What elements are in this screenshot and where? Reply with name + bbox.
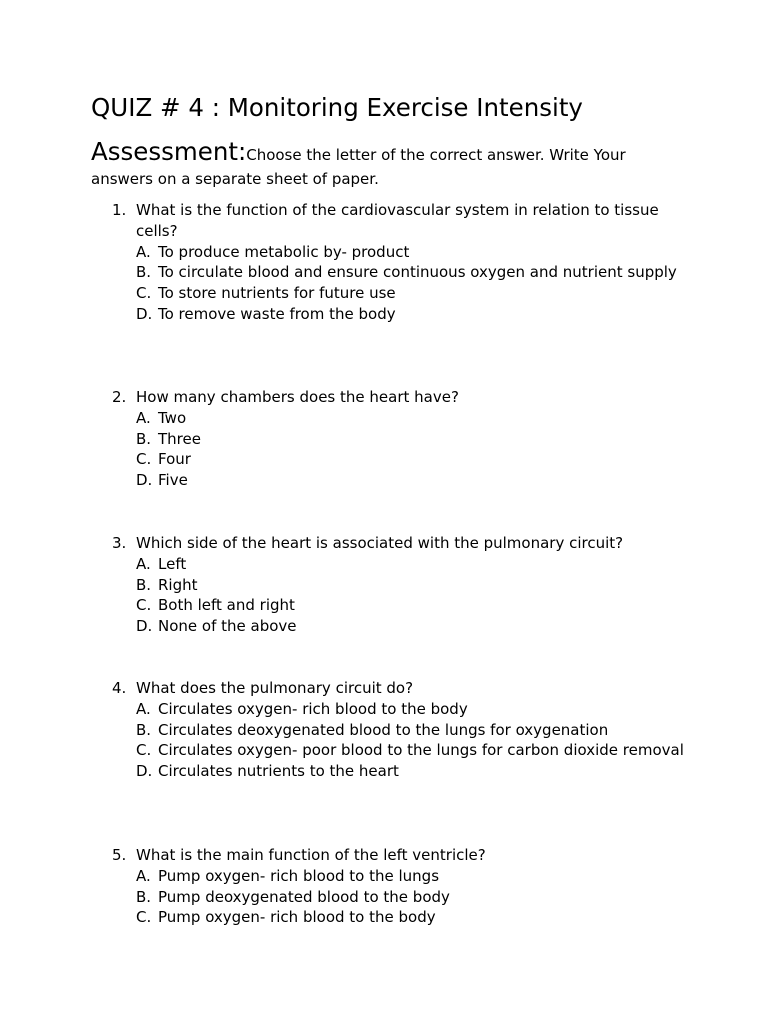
- option-1c: [91, 283, 691, 304]
- option-letter: A.: [136, 408, 151, 427]
- option-3a: [91, 554, 691, 575]
- option-5a: [91, 866, 691, 887]
- option-4a: [91, 699, 691, 720]
- question-number: 3.: [112, 534, 127, 552]
- option-text: Left: [158, 554, 187, 573]
- option-2c: [91, 449, 691, 470]
- option-text: Pump oxygen- rich blood to the lungs: [158, 866, 440, 885]
- option-3d: [91, 616, 691, 637]
- question-4-stem: [91, 678, 691, 699]
- option-2b: [91, 429, 691, 450]
- option-letter: B.: [136, 720, 152, 739]
- option-letter: A.: [136, 866, 151, 885]
- option-4c: [91, 740, 691, 761]
- option-text: Four: [158, 450, 191, 469]
- question-3: [91, 533, 691, 637]
- option-text: Pump oxygen- rich blood to the body: [158, 908, 436, 927]
- option-text: To circulate blood and ensure continuous oxygen and nutrient supply: [158, 263, 677, 282]
- question-text: What is the main function of the left ventricle?: [136, 846, 486, 864]
- option-letter: D.: [136, 471, 153, 490]
- option-text: To remove waste from the body: [158, 304, 396, 323]
- option-text: To produce metabolic by- product: [158, 242, 410, 261]
- question-5-stem: [91, 845, 691, 866]
- option-letter: D.: [136, 617, 153, 636]
- question-1-stem: [91, 200, 691, 242]
- option-text: Two: [158, 408, 187, 427]
- question-4: [91, 678, 691, 782]
- question-text: What is the function of the cardiovascular system in relation to tissue cells?: [136, 201, 659, 240]
- option-3c: [91, 595, 691, 616]
- question-2-stem: [91, 387, 691, 408]
- option-letter: D.: [136, 304, 153, 323]
- option-letter: B.: [136, 429, 152, 448]
- option-text: To store nutrients for future use: [158, 284, 396, 303]
- question-2: [91, 387, 691, 491]
- option-text: Pump deoxygenated blood to the body: [158, 887, 450, 906]
- assessment-label: Assessment:: [91, 137, 247, 166]
- option-text: Three: [158, 429, 201, 448]
- question-text: How many chambers does the heart have?: [136, 388, 459, 406]
- question-5: [91, 845, 691, 928]
- option-letter: C.: [136, 741, 152, 760]
- option-letter: C.: [136, 908, 152, 927]
- option-2d: [91, 470, 691, 491]
- option-4b: [91, 720, 691, 741]
- option-2a: [91, 408, 691, 429]
- question-number: 2.: [112, 388, 127, 406]
- assessment-text: Choose the letter of the correct answer. Write Your answers on a separate sheet of paper.: [91, 146, 626, 188]
- option-text: Circulates oxygen- poor blood to the lungs for carbon dioxide removal: [158, 741, 684, 760]
- option-1a: [91, 242, 691, 263]
- option-text: Five: [158, 471, 188, 490]
- question-text: What does the pulmonary circuit do?: [136, 679, 414, 697]
- question-number: 1.: [112, 201, 127, 219]
- option-text: None of the above: [158, 617, 297, 636]
- option-1b: [91, 262, 691, 283]
- assessment-instructions: [91, 137, 666, 191]
- question-1: [91, 200, 691, 325]
- option-text: Both left and right: [158, 596, 295, 615]
- option-letter: C.: [136, 450, 152, 469]
- option-5b: [91, 887, 691, 908]
- option-text: Circulates deoxygenated blood to the lungs for oxygenation: [158, 720, 609, 739]
- option-text: Right: [158, 575, 198, 594]
- question-text: Which side of the heart is associated with the pulmonary circuit?: [136, 534, 624, 552]
- option-3b: [91, 575, 691, 596]
- option-text: Circulates oxygen- rich blood to the body: [158, 699, 468, 718]
- option-letter: B.: [136, 887, 152, 906]
- option-letter: C.: [136, 596, 152, 615]
- option-letter: B.: [136, 575, 152, 594]
- option-4d: [91, 761, 691, 782]
- option-letter: A.: [136, 699, 151, 718]
- quiz-title: QUIZ # 4 : Monitoring Exercise Intensity: [91, 93, 583, 122]
- option-1d: [91, 304, 691, 325]
- option-letter: D.: [136, 762, 153, 781]
- option-letter: B.: [136, 263, 152, 282]
- option-letter: A.: [136, 242, 151, 261]
- question-number: 5.: [112, 846, 127, 864]
- option-5c: [91, 907, 691, 928]
- option-letter: A.: [136, 554, 151, 573]
- option-text: Circulates nutrients to the heart: [158, 762, 399, 781]
- question-3-stem: [91, 533, 691, 554]
- question-number: 4.: [112, 679, 127, 697]
- option-letter: C.: [136, 284, 152, 303]
